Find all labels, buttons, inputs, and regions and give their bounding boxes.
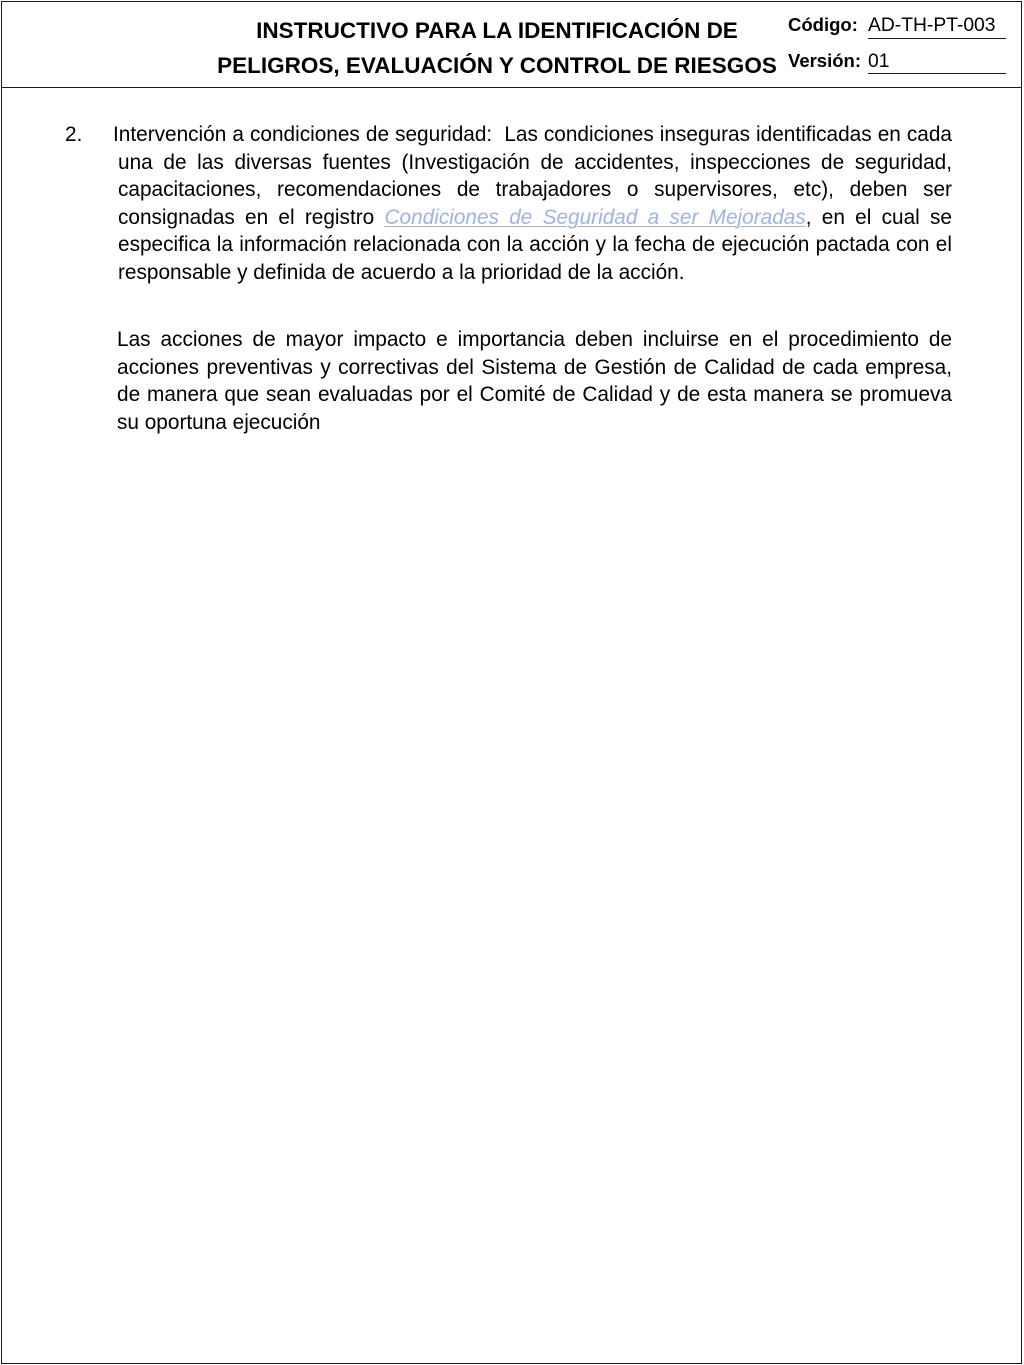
condiciones-de-seguridad-link[interactable]: Condiciones de Seguridad a ser Mejoradas (384, 205, 806, 229)
version-label: Versión: (788, 49, 861, 71)
paragraph-line: capacitaciones, recomendaciones de trabajadores o supervisores, etc), deben ser (118, 178, 952, 202)
paragraph-line: Intervención a condiciones de seguridad: Las condiciones inseguras identificadas en cada (113, 123, 952, 146)
version-underline (868, 73, 1006, 74)
list-item-paragraph (113, 121, 952, 287)
follow-up-paragraph (117, 326, 952, 436)
list-item-number: 2. (65, 123, 83, 146)
code-value: AD-TH-PT-003 (868, 14, 996, 36)
version-value: 01 (868, 50, 890, 72)
document-title-line-2: PELIGROS, EVALUACIÓN Y CONTROL DE RIESGOS (217, 53, 777, 78)
paragraph-line-last: responsable y definida de acuerdo a la prioridad de la acción. (118, 260, 685, 284)
header-divider (1, 87, 1022, 88)
paragraph-text: , en el cual se (805, 205, 952, 229)
paragraph-line-with-link (118, 204, 952, 232)
document-title-line-1: INSTRUCTIVO PARA LA IDENTIFICACIÓN DE (256, 18, 738, 43)
paragraph-line: una de las diversas fuentes (Investigación de accidentes, inspecciones de seguridad, (118, 150, 952, 174)
paragraph-line-last: su oportuna ejecución (117, 410, 321, 434)
paragraph-line: especifica la información relacionada con la acción y la fecha de ejecución pactada con el (118, 233, 952, 257)
paragraph-text: consignadas en el registro (118, 205, 385, 229)
code-underline (868, 38, 1006, 39)
code-label: Código: (788, 13, 858, 35)
paragraph-line: Las acciones de mayor impacto e importancia deben incluirse en el procedimiento de (117, 328, 952, 351)
paragraph-line: de manera que sean evaluadas por el Comité de Calidad y de esta manera se promueva (117, 383, 952, 407)
paragraph-line: acciones preventivas y correctivas del Sistema de Gestión de Calidad de cada empresa, (117, 355, 952, 379)
